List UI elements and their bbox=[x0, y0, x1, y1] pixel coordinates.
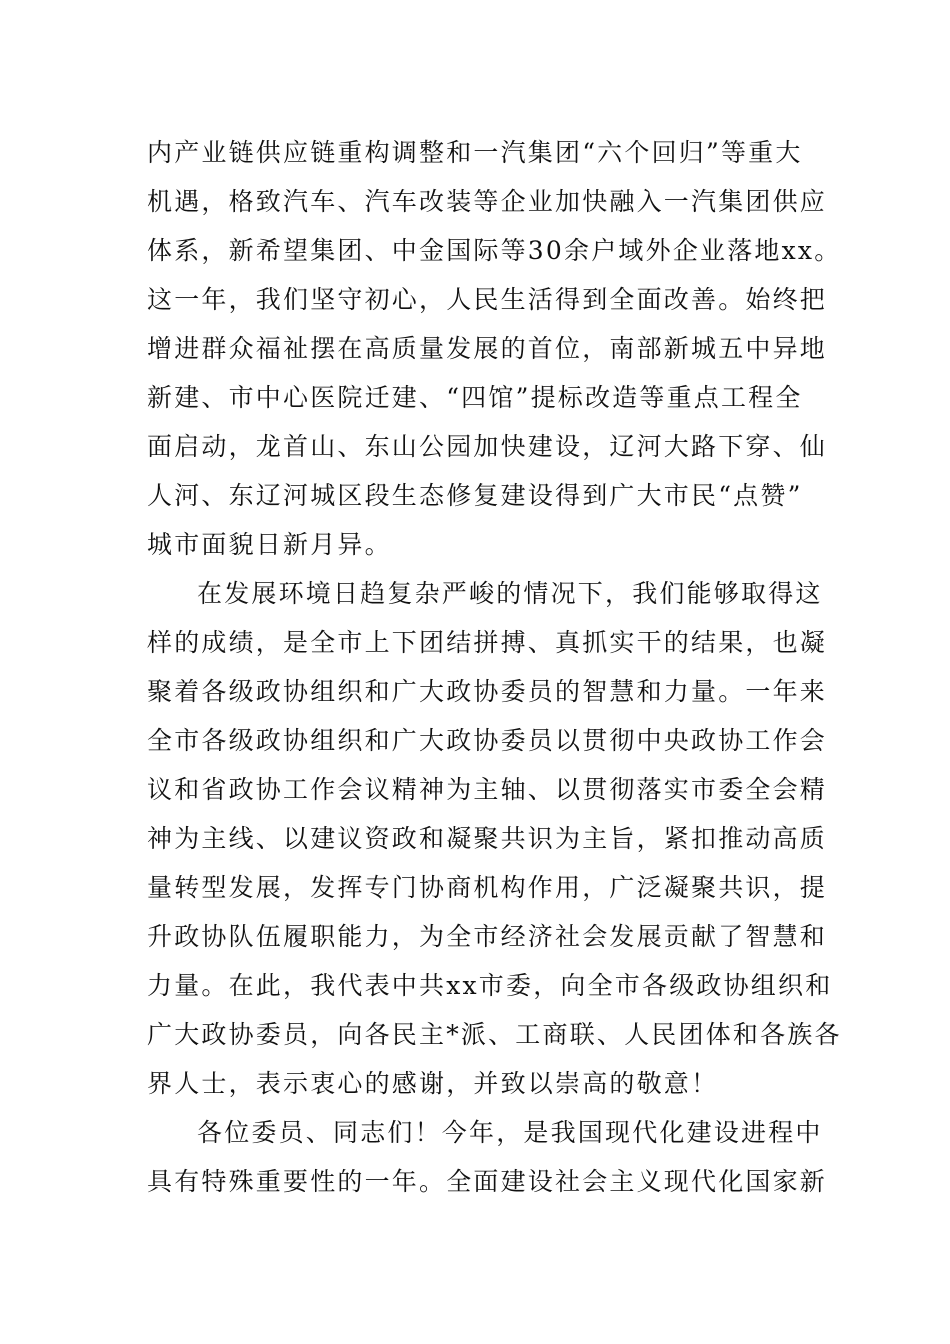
text-line: 议和省政协工作会议精神为主轴、以贯彻落实市委全会精 bbox=[147, 775, 828, 804]
text-line: 具有特殊重要性的一年。全面建设社会主义现代化国家新 bbox=[147, 1167, 828, 1196]
text-line: 体系，新希望集团、中金国际等30余户域外企业落地xx。 bbox=[147, 236, 842, 265]
text-line: 这一年，我们坚守初心，人民生活得到全面改善。始终把 bbox=[147, 285, 828, 314]
text-line: 新建、市中心医院迁建、“四馆”提标改造等重点工程全 bbox=[147, 383, 803, 412]
text-line: 升政协队伍履职能力，为全市经济社会发展贡献了智慧和 bbox=[147, 922, 828, 951]
text-line: 面启动，龙首山、东山公园加快建设，辽河大路下穿、仙 bbox=[147, 432, 828, 461]
text-line: 聚着各级政协组织和广大政协委员的智慧和力量。一年来 bbox=[147, 677, 828, 706]
document-body bbox=[147, 128, 842, 1206]
paragraph-first-line: 各位委员、同志们！今年，是我国现代化建设进程中 bbox=[197, 1118, 823, 1147]
text-line: 神为主线、以建议资政和凝聚共识为主旨，紧扣推动高质 bbox=[147, 824, 828, 853]
text-line: 机遇，格致汽车、汽车改装等企业加快融入一汽集团供应 bbox=[147, 187, 828, 216]
text-line: 增进群众福祉摆在高质量发展的首位，南部新城五中异地 bbox=[147, 334, 828, 363]
text-line: 全市各级政协组织和广大政协委员以贯彻中央政协工作会 bbox=[147, 726, 828, 755]
text-line: 界人士，表示衷心的感谢，并致以崇高的敬意！ bbox=[147, 1069, 719, 1098]
text-line: 人河、东辽河城区段生态修复建设得到广大市民“点赞” bbox=[147, 481, 803, 510]
text-line: 力量。在此，我代表中共xx市委，向全市各级政协组织和 bbox=[147, 971, 833, 1000]
text-line: 样的成绩，是全市上下团结拼搏、真抓实干的结果，也凝 bbox=[147, 628, 828, 657]
text-line: 量转型发展，发挥专门协商机构作用，广泛凝聚共识，提 bbox=[147, 873, 828, 902]
text-line: 内产业链供应链重构调整和一汽集团“六个回归”等重大 bbox=[147, 138, 803, 167]
paragraph-first-line: 在发展环境日趋复杂严峻的情况下，我们能够取得这 bbox=[197, 579, 823, 608]
text-line: 城市面貌日新月异。 bbox=[147, 530, 392, 559]
text-line: 广大政协委员，向各民主*派、工商联、人民团体和各族各 bbox=[147, 1020, 842, 1049]
